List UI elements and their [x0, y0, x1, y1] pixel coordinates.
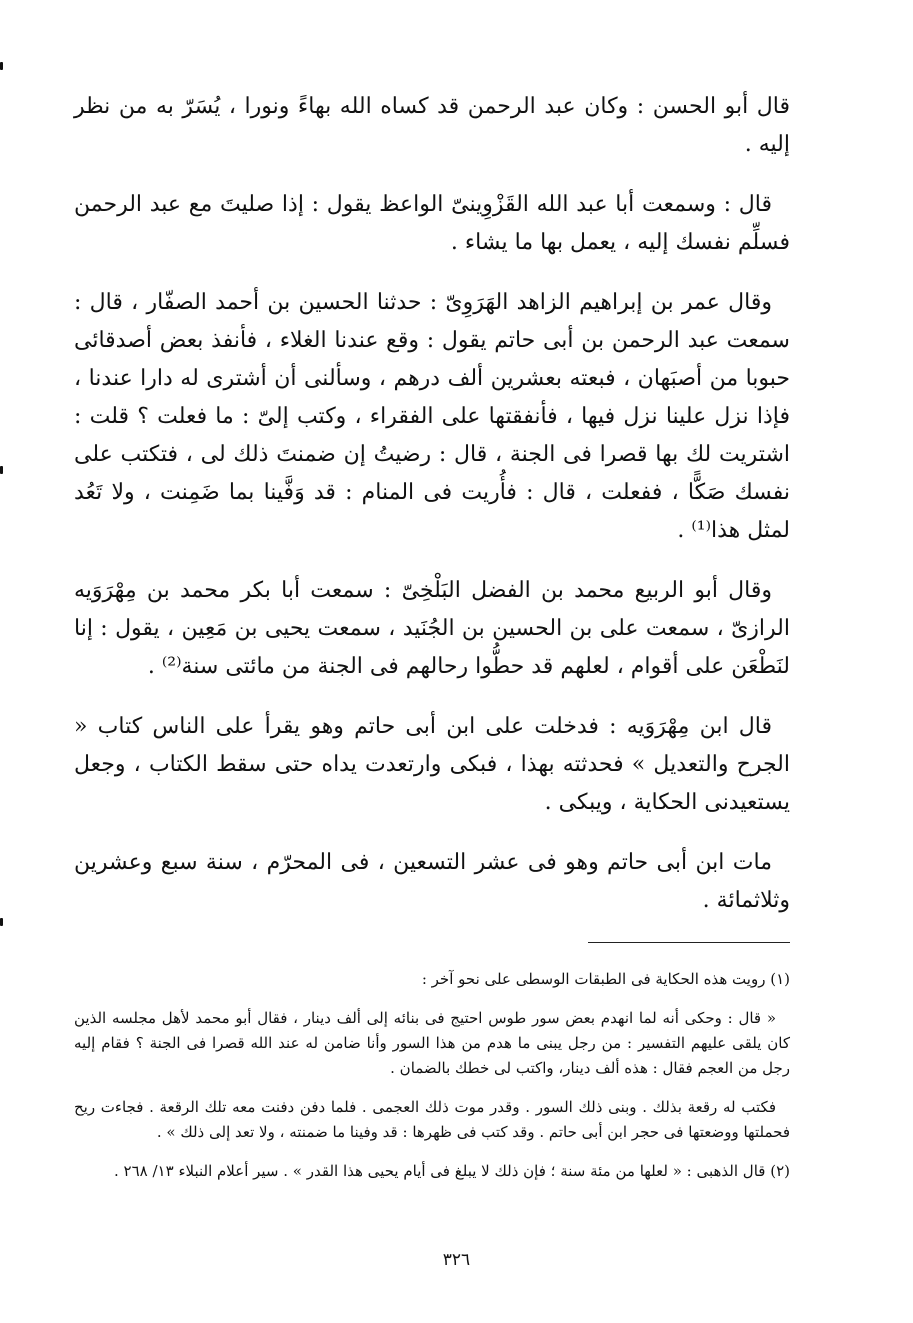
margin-mark-top: [0, 62, 3, 70]
paragraph-5: قال ابن مِهْرَوَيه : فدخلت على ابن أبى حاتم وهو يقرأ على الناس كتاب « الجرح والتعديل » فحدثته بهذا ، فبكى وارتعدت يداه حتى سقط الكتاب ، وجعل يستعيدنى الحكاية ، ويبكى .: [74, 714, 790, 815]
paragraph-3: وقال عمر بن إبراهيم الزاهد الهَرَوِىّ : حدثنا الحسين بن أحمد الصفّار ، قال : سمعت عبد الرحمن بن أبى حاتم يقول : وقع عندنا الغلاء ، فأنفذ بعض أصدقائى حبوبا من أصبَهان ، فبعته بعشرين ألف درهم ، وسألنى أن أشترى له دارا عندنا ، فإذا نزل علينا نزل فيها ، فأنفقتها على الفقراء ، وكتب إلىّ : ما فعلت ؟ قلت : اشتريت لك بها قصرا فى الجنة ، قال : رضيتُ إن ضمنتَ ذلك لى ، فتكتب على نفسك صَكًّا ، ففعلت ، قال : فأُريت فى المنام : قد وَفَّينا بما ضَمِنت ، ولا تَعُد لمثل هذا⁽¹⁾ .: [74, 290, 790, 543]
margin-mark-lower: [0, 918, 3, 926]
footnotes: [74, 967, 790, 1184]
footnote-2: (٢) قال الذهبى : « لعلها من مئة سنة ؛ فإن ذلك لا يبلغ فى أيام يحيى هذا القدر » . سير أعلام النبلاء ١٣/ ٢٦٨ .: [114, 1162, 790, 1180]
page-body: [74, 88, 790, 1198]
paragraph-6: مات ابن أبى حاتم وهو فى عشر التسعين ، فى المحرّم ، سنة سبع وعشرين وثلاثمائة .: [74, 850, 790, 913]
main-text: [74, 88, 790, 920]
footnote-1-quote: « قال : وحكى أنه لما انهدم بعض سور طوس احتيج فى بنائه إلى ألف دينار ، فقال أبو محمد لأهل مجلسه الذين كان يلقى عليهم التفسير : من رجل يبنى ما هدم من هذا السور وأنا ضامن له عند الله قصرا فى الجنة ؟ فقام إليه رجل من العجم فقال : هذه ألف دينار، واكتب لى خطك بالضمان .: [74, 1009, 790, 1077]
footnote-divider: [588, 942, 790, 943]
page-number: ٣٢٦: [442, 1250, 471, 1270]
footnote-1-continuation: فكتب له رقعة بذلك . وبنى ذلك السور . وقدر موت ذلك العجمى . فلما دفن دفنت معه تلك الرقعة . فجاءت ريح فحملتها ووضعتها فى حجر ابن أبى حاتم . وقد كتب فى ظهرها : قد وفينا ما ضمنته ، ولا تعد إلى ذلك » .: [74, 1098, 790, 1141]
paragraph-2: قال : وسمعت أبا عبد الله القَزْوِينىّ الواعظ يقول : إذا صليتَ مع عبد الرحمن فسلِّم نفسك إليه ، يعمل بها ما يشاء .: [74, 192, 790, 255]
paragraph-4: وقال أبو الربيع محمد بن الفضل البَلْخِىّ : سمعت أبا بكر محمد بن مِهْرَوَيه الرازىّ ، سمعت على بن الحسين بن الجُنَيد ، سمعت يحيى بن مَعِين ، يقول : إنا لنَطْعَن على أقوام ، لعلهم قد حطُّوا رحالهم فى الجنة من مائتى سنة⁽²⁾ .: [74, 578, 790, 679]
footnote-1-heading: (١) رويت هذه الحكاية فى الطبقات الوسطى على نحو آخر :: [421, 970, 790, 988]
paragraph-1: قال أبو الحسن : وكان عبد الرحمن قد كساه الله بهاءً ونورا ، يُسَرّ به من نظر إليه .: [74, 94, 790, 157]
margin-mark-middle: [0, 466, 3, 474]
